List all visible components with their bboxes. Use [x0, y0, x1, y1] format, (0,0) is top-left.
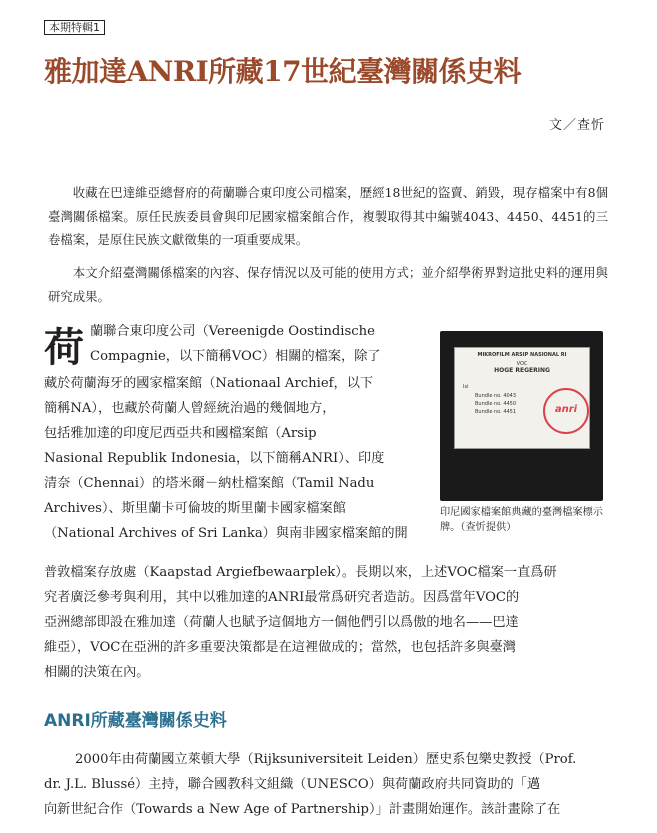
- body-line: 蘭聯合東印度公司（Vereenigde Oostindische: [90, 324, 375, 339]
- body-line: 清奈（Chennai）的塔米爾－納杜檔案館（Tamil Nadu: [44, 476, 375, 491]
- body-line: （National Archives of Sri Lanka）與南非國家檔案館的開: [44, 526, 408, 541]
- body-line: Archives）、斯里蘭卡可倫坡的斯里蘭卡國家檔案館: [44, 501, 346, 516]
- body-line: Nasional Republik Indonesia，以下簡稱ANRI）、印度: [44, 451, 385, 466]
- body-line: 亞洲總部即設在雅加達（荷蘭人也賦予這個地方一個他們引以爲傲的地名——巴達: [44, 615, 519, 630]
- card-header: MIKROFILM ARSIP NASIONAL RI: [477, 352, 567, 358]
- bundle-entry: Bundle no. 4450: [475, 401, 517, 407]
- card-voc: VOC: [516, 361, 528, 367]
- body-line: 簡稱NA），也藏於荷蘭人曾經統治過的幾個地方，: [44, 401, 336, 416]
- card-isi: Isi: [463, 384, 469, 390]
- body-line: 相關的決策在內。: [44, 665, 150, 680]
- archive-label-photo: [440, 331, 603, 501]
- bundle-entry: Bundle no. 4043: [475, 393, 517, 399]
- issue-tag: 本期特輯1: [44, 20, 105, 35]
- body-line: 向新世紀合作（Towards a New Age of Partnership）」計畫開始運作。該計畫除了在: [44, 802, 561, 817]
- body-line: 普敦檔案存放處（Kaapstad Argiefbewaarplek）。長期以來，上述VOC檔案一直爲研: [44, 565, 557, 580]
- section-heading: ANRI所藏臺灣關係史料: [44, 711, 227, 731]
- body-line: 藏於荷蘭海牙的國家檔案館（Nationaal Archief，以下: [44, 376, 374, 391]
- body-line: 維亞），VOC在亞洲的許多重要決策都是在這裡做成的；當然，也包括許多與臺灣: [44, 640, 516, 655]
- card-regering: HOGE REGERING: [494, 367, 550, 374]
- body-line: 包括雅加達的印度尼西亞共和國檔案館（Arsip: [44, 426, 317, 441]
- author-byline: 文／查忻: [548, 118, 605, 133]
- body-line: Compagnie，以下簡稱VOC）相關的檔案，除了: [90, 349, 381, 364]
- article-title: 雅加達ANRI所藏17世紀臺灣關係史料: [44, 55, 522, 88]
- abstract-paragraph-1: 收藏在巴達維亞總督府的荷蘭聯合東印度公司檔案，歷經18世紀的盜賣、銷毀，現存檔案中有8個臺灣關係檔案。原任民族委員會與印尼國家檔案館合作，複製取得其中編號4043、4450、4451的三卷檔案，是原住民族文獻徵集的一項重要成果。: [48, 185, 608, 247]
- drop-cap: 荷: [44, 324, 84, 371]
- anri-stamp-icon: [543, 388, 589, 434]
- card-bundles: [475, 392, 516, 416]
- body-line: 究者廣泛參考與利用，其中以雅加達的ANRI最常爲研究者造訪。因爲當年VOC的: [44, 590, 520, 605]
- body-line: dr. J.L. Blussé）主持，聯合國教科文組織（UNESCO）與荷蘭政府共同資助的「邁: [44, 777, 541, 792]
- figure-caption: 印尼國家檔案館典藏的臺灣檔案標示牌。（查忻提供）: [440, 507, 603, 533]
- archive-label-card: [454, 347, 590, 449]
- body-line: 2000年由荷蘭國立萊頓大學（Rijksuniversiteit Leiden）歷史系包樂史教授（Prof.: [75, 752, 577, 767]
- stamp-text: anri: [554, 404, 578, 415]
- abstract-paragraph-2: 本文介紹臺灣關係檔案的內容、保存情況以及可能的使用方式；並介紹學術界對這批史料的運用與研究成果。: [48, 265, 608, 304]
- bundle-entry: Bundle no. 4451: [475, 409, 517, 415]
